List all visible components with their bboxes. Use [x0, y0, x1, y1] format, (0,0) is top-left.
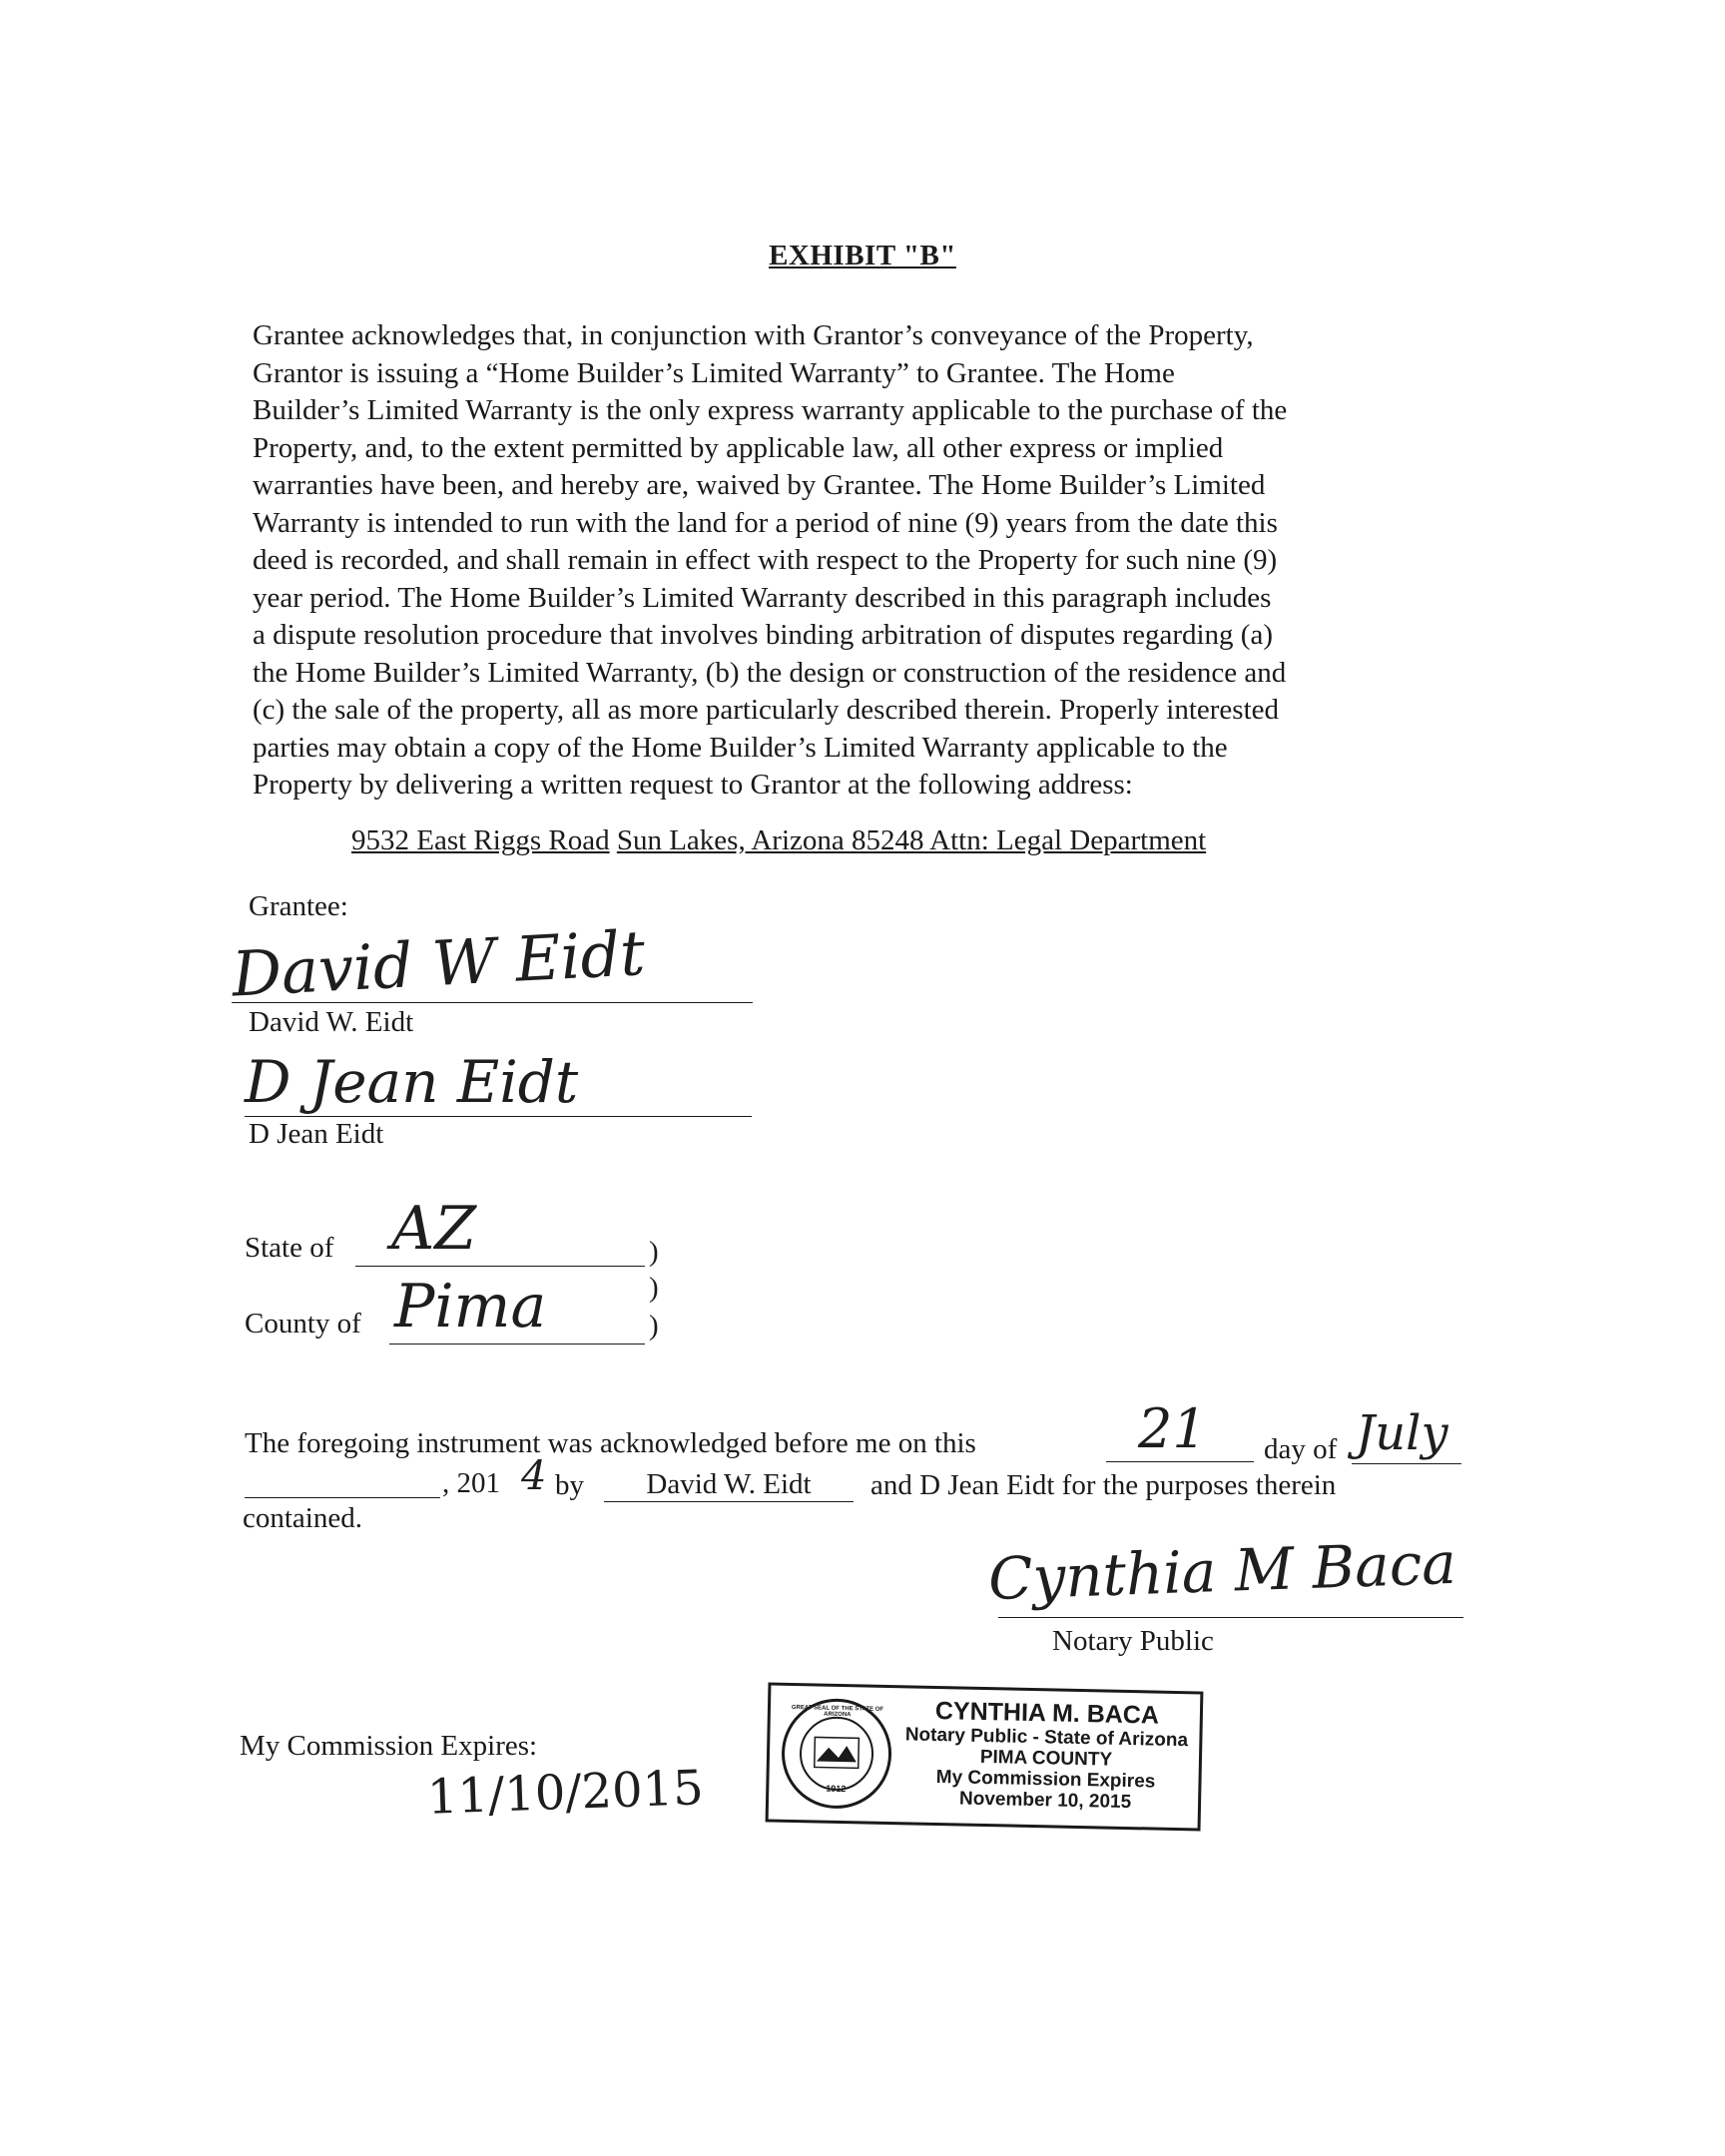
ack-text: day of: [1264, 1433, 1338, 1465]
commission-label: My Commission Expires:: [240, 1730, 538, 1762]
signature-line: [232, 1002, 753, 1003]
day-value: 21: [1138, 1397, 1207, 1460]
stamp-line: November 10, 2015: [958, 1788, 1132, 1814]
stamp-line: Notary Public - State of Arizona: [904, 1724, 1189, 1752]
exhibit-title: EXHIBIT "B": [769, 240, 956, 271]
state-value: AZ: [391, 1194, 477, 1264]
month-line: [1352, 1463, 1461, 1464]
paragraph-line: deed is recorded, and shall remain in effect with respect to the Property for such nine (9): [253, 544, 1278, 576]
ack-text: contained.: [243, 1502, 362, 1534]
venue-paren: ): [649, 1236, 659, 1268]
stamp-line: PIMA COUNTY: [979, 1746, 1113, 1771]
blank-line: [245, 1497, 440, 1498]
venue-paren: ): [649, 1310, 659, 1342]
notary-signature: Cynthia M Baca: [986, 1528, 1457, 1614]
state-seal: [781, 1698, 892, 1810]
county-label: County of: [245, 1308, 361, 1340]
stamp-text: [890, 1696, 1202, 1814]
year-digit: 4: [521, 1453, 547, 1499]
paragraph-line: warranties have been, and hereby are, waived by Grantee. The Home Builder’s Limited: [253, 469, 1266, 501]
notary-stamp: [766, 1682, 1204, 1831]
month-value: July: [1356, 1405, 1448, 1461]
address-street: 9532 East Riggs Road: [351, 824, 610, 856]
paragraph-line: a dispute resolution procedure that involves binding arbitration of disputes regarding (a): [253, 619, 1273, 651]
ack-text: and D Jean Eidt for the purposes therein: [870, 1469, 1337, 1501]
paragraph-line: parties may obtain a copy of the Home Builder’s Limited Warranty applicable to the: [253, 731, 1228, 764]
county-value: Pima: [394, 1272, 547, 1342]
seal-text: GREAT SEAL OF THE STATE OF ARIZONA: [791, 1704, 884, 1719]
grantee2-name: D Jean Eidt: [249, 1118, 384, 1150]
stamp-name: CYNTHIA M. BACA: [934, 1696, 1160, 1730]
state-label: State of: [245, 1232, 334, 1264]
grantee1-signature: David W Eidt: [230, 916, 647, 1011]
address-city: Sun Lakes, Arizona 85248 Attn: Legal Department: [616, 824, 1207, 856]
paragraph-line: Builder’s Limited Warranty is the only express warranty applicable to the purchase of the: [253, 394, 1288, 426]
notary-line: [998, 1617, 1463, 1618]
paragraph-line: Grantee acknowledges that, in conjunction with Grantor’s conveyance of the Property,: [253, 319, 1254, 351]
ack-names: David W. Eidt: [604, 1468, 854, 1502]
paragraph-line: the Home Builder’s Limited Warranty, (b) the design or construction of the residence and: [253, 656, 1287, 689]
paragraph-line: (c) the sale of the property, all as more particularly described therein. Properly interested: [253, 694, 1280, 726]
commission-date: 11/10/2015: [426, 1760, 705, 1826]
venue-paren: ): [649, 1272, 659, 1304]
grantor-address: [351, 824, 1206, 857]
stamp-line: My Commission Expires: [935, 1766, 1156, 1793]
paragraph-line: Property by delivering a written request to Grantor at the following address:: [253, 769, 1133, 801]
paragraph-line: Warranty is intended to run with the land for a period of nine (9) years from the date this: [253, 506, 1278, 539]
grantee2-signature: D Jean Eidt: [245, 1048, 579, 1116]
signature-line: [245, 1116, 752, 1117]
notary-label: Notary Public: [1052, 1625, 1214, 1657]
county-line: [389, 1344, 645, 1345]
seal-year: 1912: [826, 1783, 847, 1795]
paragraph-line: Grantor is issuing a “Home Builder’s Limited Warranty” to Grantee. The Home: [253, 356, 1175, 389]
paragraph-line: Property, and, to the extent permitted by applicable law, all other express or implied: [253, 431, 1224, 464]
day-line: [1106, 1461, 1254, 1462]
year-prefix: , 201: [442, 1467, 500, 1499]
ack-text: The foregoing instrument was acknowledged before me on this: [245, 1427, 976, 1459]
paragraph-line: year period. The Home Builder’s Limited Warranty described in this paragraph includes: [253, 581, 1272, 614]
warranty-paragraph: [253, 317, 1480, 805]
grantee1-name: David W. Eidt: [249, 1006, 414, 1038]
ack-text: by: [555, 1469, 584, 1501]
grantee-label: Grantee:: [249, 890, 348, 922]
state-line: [355, 1266, 645, 1267]
